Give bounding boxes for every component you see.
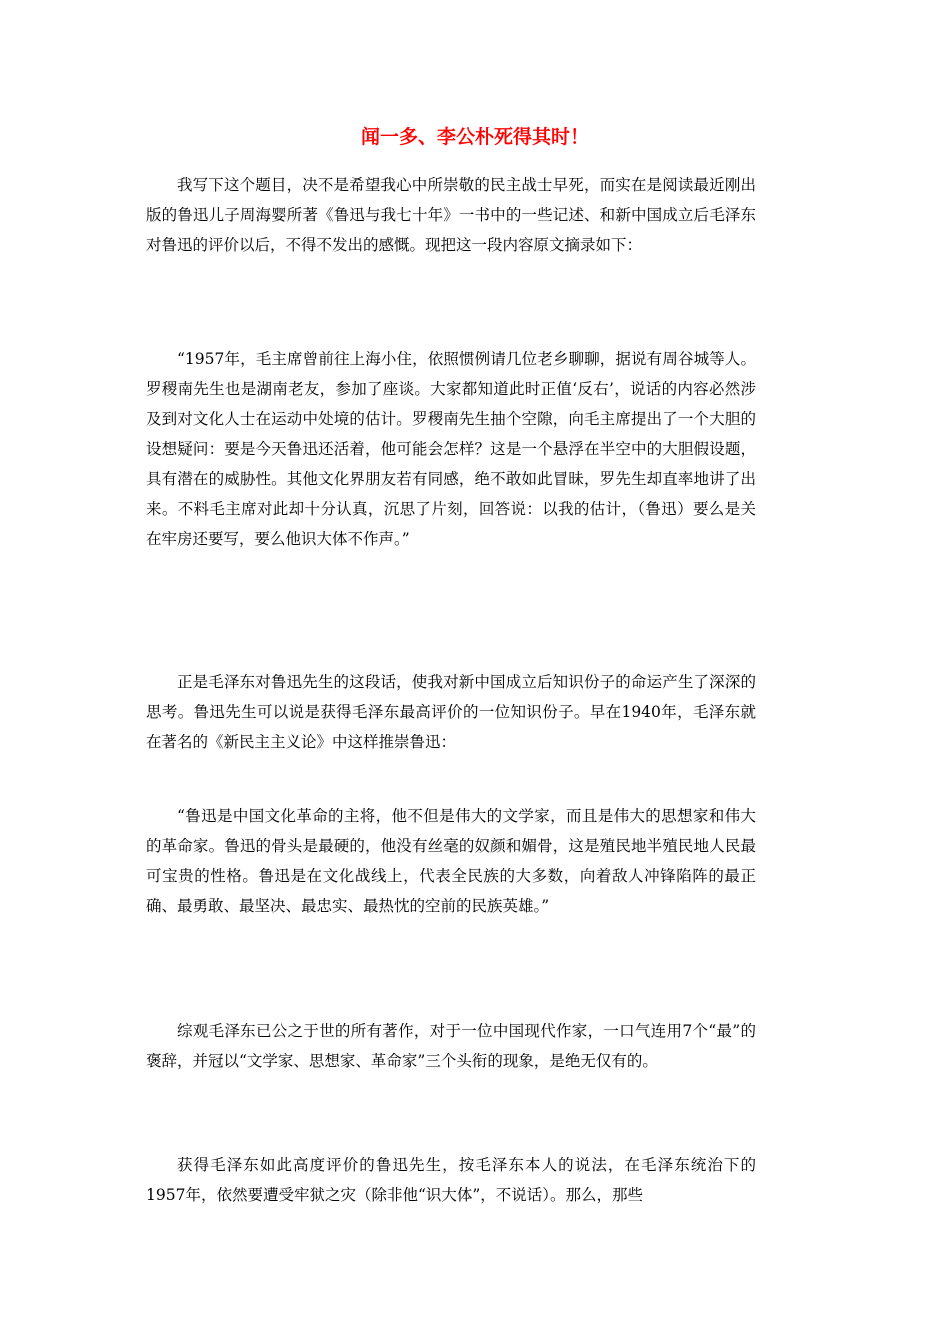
quote-paragraph-new-democracy: “鲁迅是中国文化革命的主将，他不但是伟大的文学家，而且是伟大的思想家和伟大的革命家。鲁迅的骨头是最硬的，他没有丝毫的奴颜和媚骨，这是殖民地半殖民地人民最可宝贵的性格。鲁迅是在文化战线上，代表全民族的大多数，向着敌人冲锋陷阵的最正确、最勇敢、最坚决、最忠实、最热忱的空前的民族英雄。” — [146, 807, 756, 915]
document-title: 闻一多、李公朴死得其时！ — [360, 126, 589, 148]
body-paragraph-seven-superlatives: 综观毛泽东已公之于世的所有著作，对于一位中国现代作家，一口气连用7个“最”的褒辞，并冠以“文学家、思想家、革命家”三个头衔的现象，是绝无仅有的。 — [146, 1022, 756, 1070]
body-paragraph-reflection: 正是毛泽东对鲁迅先生的这段话，使我对新中国成立后知识份子的命运产生了深深的思考。鲁迅先生可以说是获得毛泽东最高评价的一位知识份子。早在1940年，毛泽东就在著名的《新民主主义论》中这样推崇鲁迅： — [146, 673, 756, 751]
body-paragraph-intro: 我写下这个题目，决不是希望我心中所崇敬的民主战士早死，而实在是阅读最近刚出版的鲁迅儿子周海婴所著《鲁迅与我七十年》一书中的一些记述、和新中国成立后毛泽东对鲁迅的评价以后，不得不发出的感慨。现把这一段内容原文摘录如下： — [146, 176, 756, 254]
body-paragraph-conclusion: 获得毛泽东如此高度评价的鲁迅先生，按毛泽东本人的说法，在毛泽东统治下的1957年，依然要遭受牢狱之灾（除非他“识大体”，不说话）。那么，那些 — [146, 1156, 756, 1204]
quote-paragraph-1957: “1957年，毛主席曾前往上海小住，依照惯例请几位老乡聊聊，据说有周谷城等人。罗稷南先生也是湖南老友，参加了座谈。大家都知道此时正值‘反右’，说话的内容必然涉及到对文化人士在运动中处境的估计。罗稷南先生抽个空隙，向毛主席提出了一个大胆的设想疑问：要是今天鲁迅还活着，他可能会怎样？这是一个悬浮在半空中的大胆假设题，具有潜在的威胁性。其他文化界朋友若有同感，绝不敢如此冒昧，罗先生却直率地讲了出来。不料毛主席对此却十分认真，沉思了片刻，回答说：以我的估计，（鲁迅）要么是关在牢房还要写，要么他识大体不作声。” — [146, 350, 756, 548]
